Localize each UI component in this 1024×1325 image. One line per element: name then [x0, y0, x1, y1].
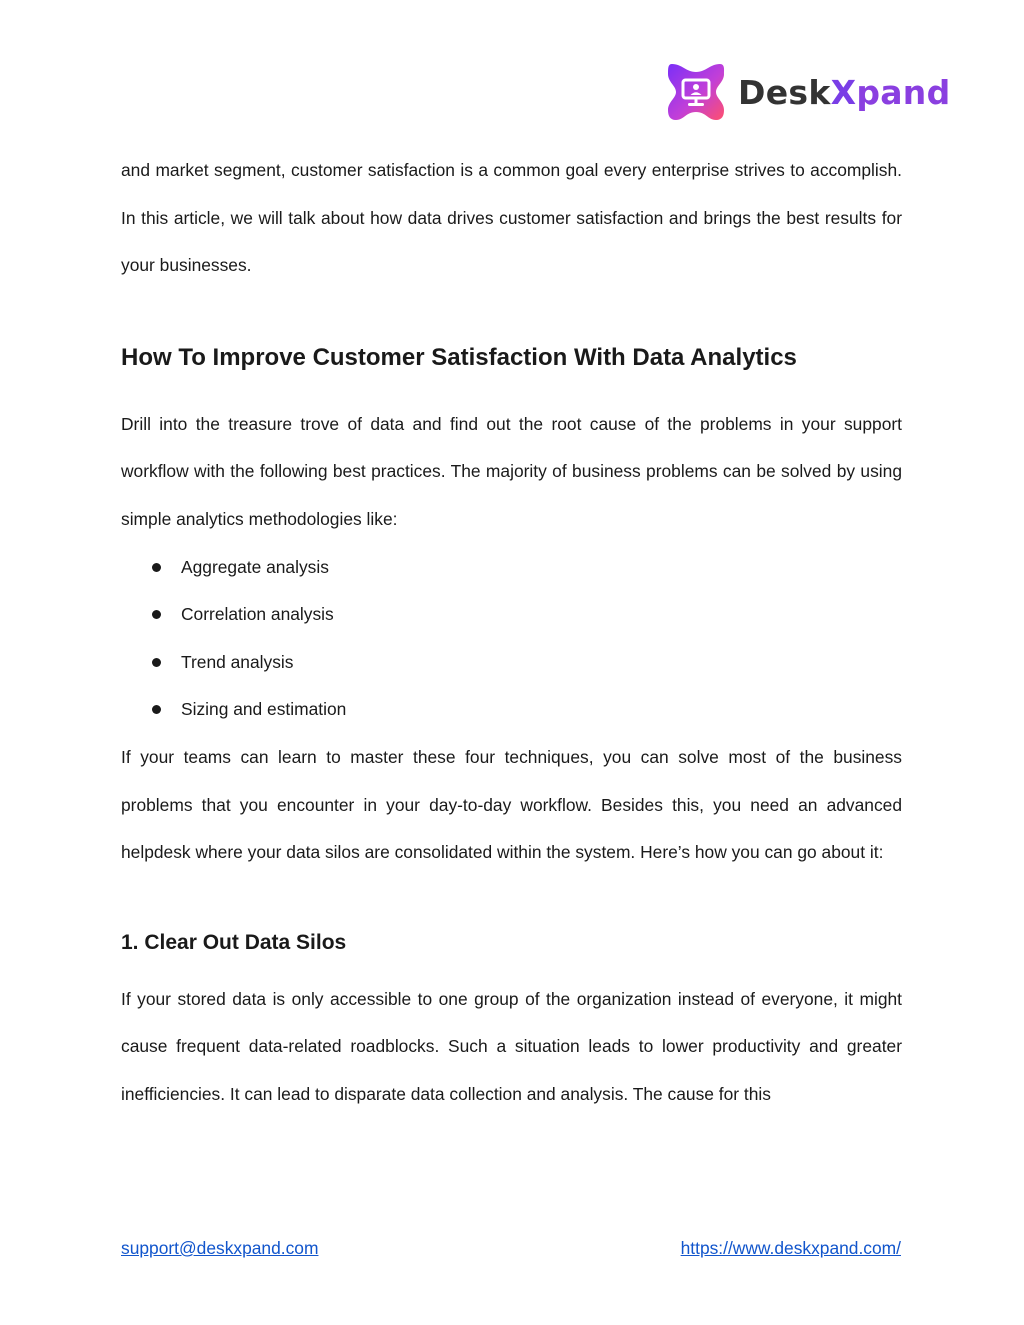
bullet-icon [152, 705, 161, 714]
list-item [121, 639, 902, 687]
logo-text-x: X [830, 72, 857, 112]
page-footer [121, 1238, 901, 1262]
bullet-icon [152, 610, 161, 619]
section1-paragraph-2: If your teams can learn to master these four techniques, you can solve most of the business problems that you encounter in your day-to-day workflow. Besides this, you need an advanced helpdesk where your data silos are consolidated within the system. Here’s how you can go about it: [121, 746, 902, 863]
section2-paragraph: If your stored data is only accessible to one group of the organization instead of everyone, it might cause frequent data-related roadblocks. Such a situation leads to lower productivity and greater inefficiencies. It can lead to disparate data collection and analysis. The cause for this [121, 988, 902, 1104]
bullet-icon [152, 658, 161, 667]
document-body [121, 147, 902, 1119]
subsection-heading: 1. Clear Out Data Silos [121, 930, 347, 954]
section1-paragraph: Drill into the treasure trove of data and find out the root cause of the problems in your support workflow with the following best practices. The majority of business problems can be solved by using simple analytics methodologies like: [121, 413, 902, 529]
list-item-label: Trend analysis [181, 651, 294, 672]
support-email-link[interactable]: support@deskxpand.com [121, 1238, 319, 1258]
monitor-user-icon [664, 60, 728, 124]
bullet-icon [152, 563, 161, 572]
logo-text-pand: pand [856, 72, 951, 112]
list-item-label: Sizing and estimation [181, 699, 347, 720]
list-item [121, 686, 902, 734]
logo-wordmark [738, 72, 951, 112]
list-item-label: Aggregate analysis [181, 556, 329, 577]
list-item [121, 591, 902, 639]
deskxpand-logo [664, 60, 951, 124]
website-link[interactable]: https://www.deskxpand.com/ [680, 1238, 901, 1258]
methodologies-list [121, 544, 902, 734]
list-item [121, 544, 902, 592]
list-item-label: Correlation analysis [181, 604, 334, 625]
logo-text-desk: Desk [738, 72, 831, 112]
section-heading: How To Improve Customer Satisfaction With Data Analytics [121, 343, 797, 371]
intro-paragraph: and market segment, customer satisfaction is a common goal every enterprise strives to accomplish. In this article, we will talk about how data drives customer satisfaction and brings the best results for your businesses. [121, 160, 902, 276]
